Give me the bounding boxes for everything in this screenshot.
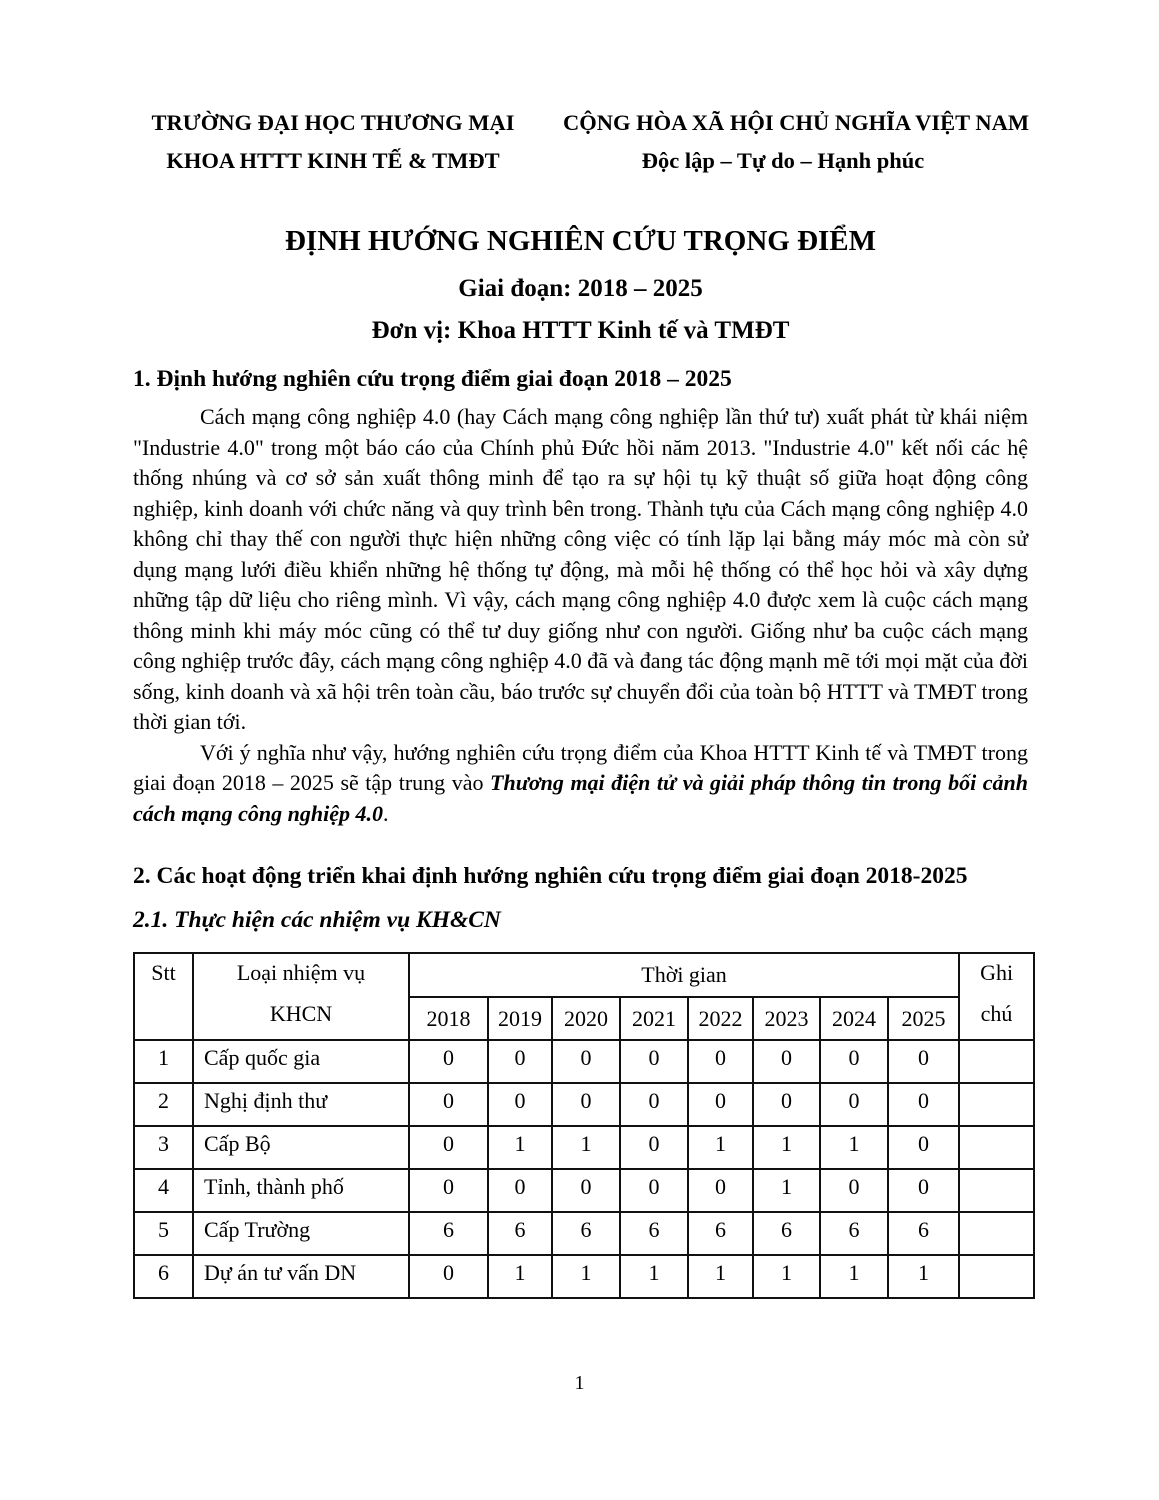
table-cell: 0 — [488, 1169, 552, 1212]
section-2-heading: 2. Các hoạt động triển khai định hướng nghiên cứu trọng điểm giai đoạn 2018-2025 — [133, 863, 968, 889]
table-cell: 1 — [688, 1126, 753, 1169]
letterhead — [133, 104, 1028, 180]
row-label: Dự án tư vấn DN — [193, 1255, 409, 1298]
table-cell: 1 — [753, 1255, 820, 1298]
university-name: TRƯỜNG ĐẠI HỌC THƯƠNG MẠI — [151, 110, 515, 135]
document-period: Giai đoạn: 2018 – 2025 — [458, 275, 703, 302]
row-label: Cấp quốc gia — [193, 1040, 409, 1083]
header-note-line1: Ghi — [980, 960, 1014, 985]
paragraph-2-text: Với ý nghĩa như vậy, hướng nghiên cứu trọng điểm của Khoa HTTT Kinh tế và TMĐT trong giai đoạn 2018 – 2025 sẽ tập trung vào — [133, 739, 1028, 795]
row-note — [959, 1169, 1034, 1212]
row-note — [959, 1126, 1034, 1169]
row-stt: 3 — [134, 1126, 193, 1169]
header-note — [959, 953, 1034, 1040]
section-2-1-subheading: 2.1. Thực hiện các nhiệm vụ KH&CN — [133, 907, 501, 933]
row-note — [959, 1040, 1034, 1083]
header-stt: Stt — [134, 953, 193, 1040]
table-row — [134, 1126, 1034, 1169]
header-task-type-lines — [194, 960, 408, 1027]
row-stt: 1 — [134, 1040, 193, 1083]
table-cell: 6 — [688, 1212, 753, 1255]
header-year-2024: 2024 — [820, 997, 888, 1040]
table-cell: 6 — [888, 1212, 959, 1255]
paragraph-2-period: . — [382, 800, 389, 826]
title-block — [133, 224, 1028, 346]
document-unit: Đơn vị: Khoa HTTT Kinh tế và TMĐT — [371, 317, 790, 344]
table-cell: 0 — [888, 1083, 959, 1126]
row-stt: 5 — [134, 1212, 193, 1255]
row-label: Nghị định thư — [193, 1083, 409, 1126]
table-cell: 0 — [753, 1083, 820, 1126]
table-cell: 0 — [409, 1255, 488, 1298]
row-label: Cấp Trường — [193, 1212, 409, 1255]
table-cell: 0 — [488, 1040, 552, 1083]
header-note-line2: chú — [980, 1001, 1013, 1026]
row-note — [959, 1212, 1034, 1255]
table-cell: 0 — [409, 1126, 488, 1169]
section-1-paragraph-1: Cách mạng công nghiệp 4.0 (hay Cách mạng công nghiệp lần thứ tư) xuất phát từ khái niệm "Industrie 4.0" trong một báo cáo của Chính phủ Đức hồi năm 2013. "Industrie 4.0" kết nối các hệ thống nhúng và cơ sở sản xuất thông minh để tạo ra sự hội tụ kỹ thuật số giữa hoạt động công nghiệp, kinh doanh với chức năng và quy trình bên trong. Thành tựu của Cách mạng công nghiệp 4.0 không chỉ thay thế con người thực hiện những công việc có tính lặp lại bằng máy móc mà còn sử dụng mạng lưới điều khiển những hệ thống tự động, mà mỗi hệ thống có thể học hỏi và xây dựng những tập dữ liệu cho riêng mình. Vì vậy, cách mạng công nghiệp 4.0 được xem là cuộc cách mạng thông minh khi máy móc cũng có thể tư duy giống như con người. Giống như ba cuộc cách mạng công nghiệp trước đây, cách mạng công nghiệp 4.0 đã và đang tác động mạnh mẽ tới mọi mặt của đời sống, kinh doanh và xã hội trên toàn cầu, báo trước sự chuyển đổi của toàn bộ HTTT và TMĐT trong thời gian tới. — [133, 404, 1028, 734]
document-title: ĐỊNH HƯỚNG NGHIÊN CỨU TRỌNG ĐIỂM — [284, 225, 877, 257]
table-cell: 0 — [688, 1169, 753, 1212]
header-year-2025: 2025 — [888, 997, 959, 1040]
header-year-2021: 2021 — [620, 997, 688, 1040]
table-cell: 1 — [888, 1255, 959, 1298]
header-year-2018: 2018 — [409, 997, 488, 1040]
table-cell: 0 — [820, 1083, 888, 1126]
faculty-name: KHOA HTTT KINH TẾ & TMĐT — [166, 148, 500, 173]
table-cell: 0 — [552, 1169, 620, 1212]
letterhead-left — [133, 104, 533, 180]
national-motto-line2: Độc lập – Tự do – Hạnh phúc — [641, 148, 925, 173]
table-row — [134, 1169, 1034, 1212]
table-cell: 0 — [888, 1169, 959, 1212]
table-cell: 1 — [820, 1126, 888, 1169]
row-stt: 6 — [134, 1255, 193, 1298]
table-cell: 0 — [888, 1126, 959, 1169]
table-cell: 0 — [820, 1169, 888, 1212]
header-year-2022: 2022 — [688, 997, 753, 1040]
table-cell: 6 — [620, 1212, 688, 1255]
header-year-2019: 2019 — [488, 997, 552, 1040]
table-cell: 1 — [753, 1169, 820, 1212]
table-cell: 1 — [552, 1126, 620, 1169]
letterhead-right — [563, 104, 1030, 180]
header-task-type-line1: Loại nhiệm vụ — [236, 960, 366, 985]
table-cell: 0 — [620, 1126, 688, 1169]
table-cell: 0 — [820, 1040, 888, 1083]
row-stt: 4 — [134, 1169, 193, 1212]
header-year-2020: 2020 — [552, 997, 620, 1040]
table-cell: 0 — [552, 1040, 620, 1083]
table-cell: 0 — [552, 1083, 620, 1126]
table-cell: 1 — [620, 1255, 688, 1298]
row-stt: 2 — [134, 1083, 193, 1126]
table-cell: 6 — [820, 1212, 888, 1255]
table-row — [134, 1083, 1034, 1126]
table-cell: 0 — [620, 1040, 688, 1083]
table-cell: 6 — [409, 1212, 488, 1255]
paragraph-2-emphasis: Thương mại điện tử và giải pháp thông tin trong bối cảnh cách mạng công nghiệp 4.0 — [133, 770, 1028, 826]
row-label: Tỉnh, thành phố — [193, 1169, 409, 1212]
table-cell: 6 — [753, 1212, 820, 1255]
table-cell: 0 — [688, 1083, 753, 1126]
header-time: Thời gian — [409, 953, 959, 997]
table-row — [134, 1255, 1034, 1298]
section-1-heading: 1. Định hướng nghiên cứu trọng điểm giai đoạn 2018 – 2025 — [133, 366, 732, 392]
row-note — [959, 1083, 1034, 1126]
table-cell: 0 — [688, 1040, 753, 1083]
table-cell: 0 — [888, 1040, 959, 1083]
table-cell: 0 — [620, 1169, 688, 1212]
page-number: 1 — [574, 1372, 585, 1394]
table-cell: 1 — [688, 1255, 753, 1298]
table-cell: 0 — [409, 1083, 488, 1126]
table-cell: 1 — [488, 1126, 552, 1169]
header-task-type-line2: KHCN — [269, 1001, 333, 1026]
table-row — [134, 1040, 1034, 1083]
table-cell: 0 — [409, 1040, 488, 1083]
table-cell: 0 — [620, 1083, 688, 1126]
table-cell: 1 — [753, 1126, 820, 1169]
table-cell: 1 — [552, 1255, 620, 1298]
table-cell: 0 — [409, 1169, 488, 1212]
table-cell: 0 — [753, 1040, 820, 1083]
table-cell: 6 — [488, 1212, 552, 1255]
table-header-row-1 — [134, 953, 1034, 997]
table-row — [134, 1212, 1034, 1255]
national-motto-line1: CỘNG HÒA XÃ HỘI CHỦ NGHĨA VIỆT NAM — [563, 110, 1030, 135]
header-task-type — [193, 953, 409, 1040]
table-cell: 1 — [820, 1255, 888, 1298]
header-note-lines — [960, 960, 1033, 1027]
tasks-table — [133, 952, 1035, 1299]
table-cell: 1 — [488, 1255, 552, 1298]
row-note — [959, 1255, 1034, 1298]
table-cell: 0 — [488, 1083, 552, 1126]
table-cell: 6 — [552, 1212, 620, 1255]
section-1-paragraph-2 — [133, 738, 1028, 830]
header-year-2023: 2023 — [753, 997, 820, 1040]
row-label: Cấp Bộ — [193, 1126, 409, 1169]
